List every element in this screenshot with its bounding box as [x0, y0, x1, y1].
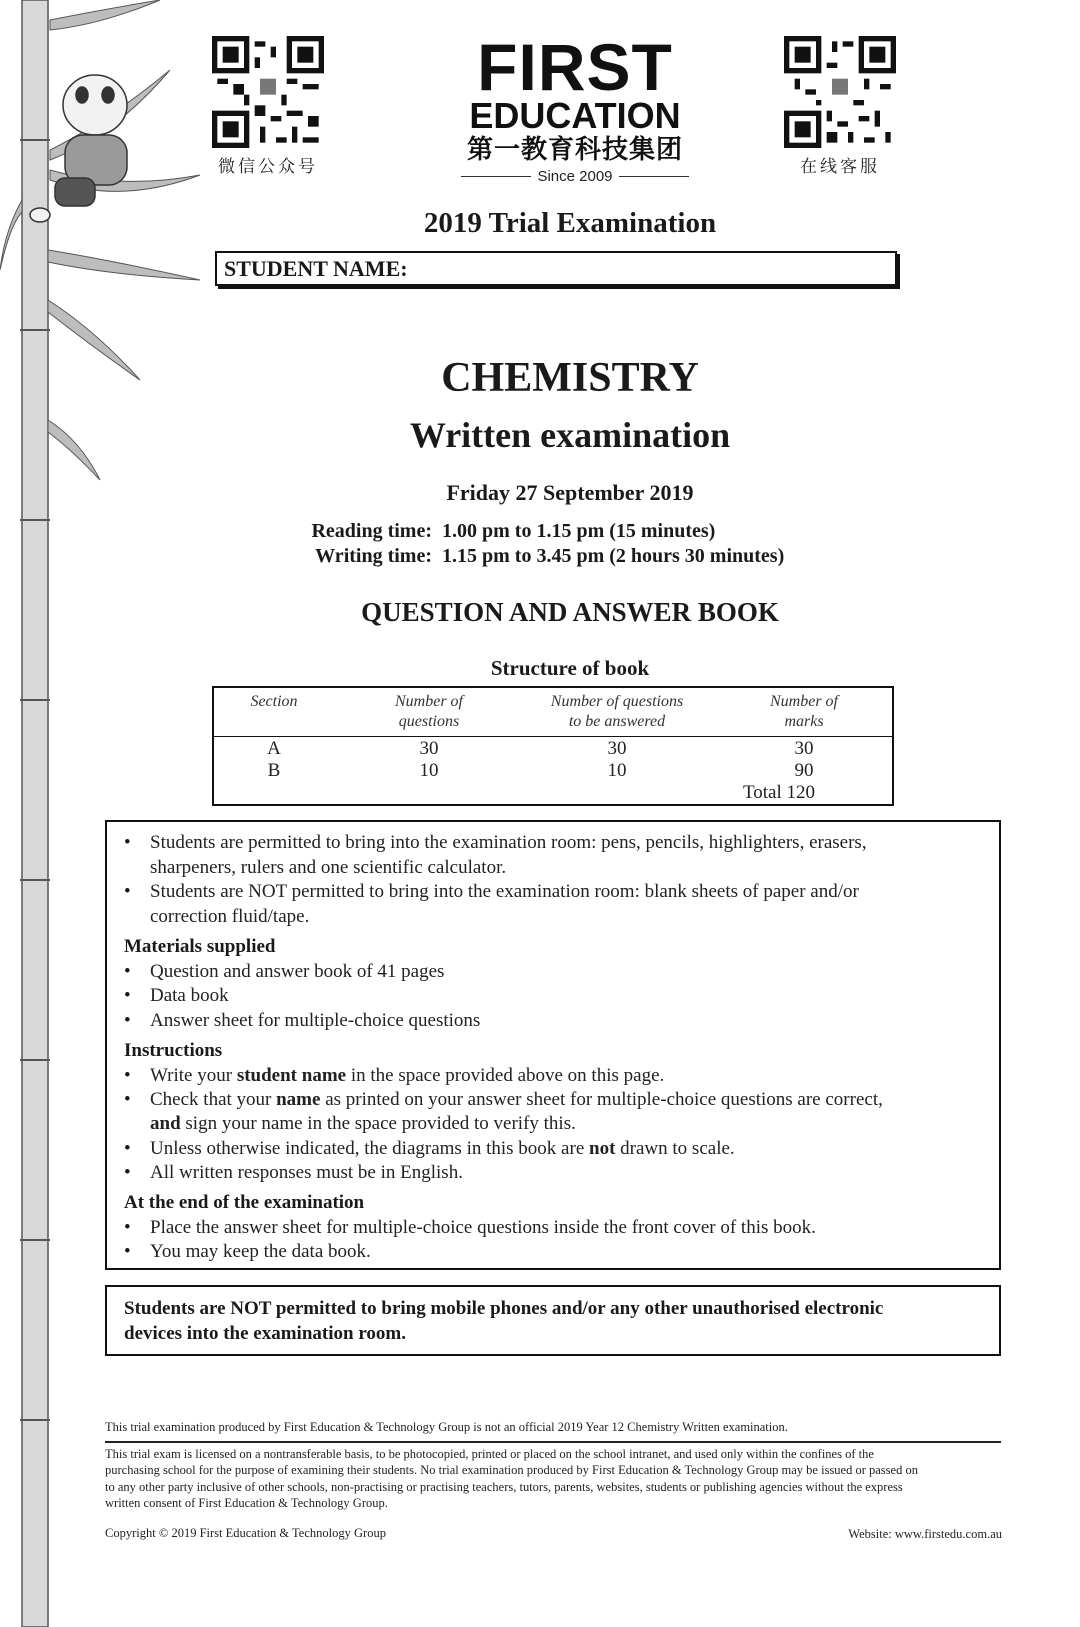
- instruction-1: [150, 1065, 664, 1087]
- header-marks: [749, 692, 859, 732]
- row-b-questions: 10: [419, 760, 439, 781]
- bullet: •: [124, 1162, 131, 1183]
- bullet: •: [124, 1089, 131, 1110]
- footer-disclaimer: This trial examination produced by First Education & Technology Group is not an official 2019 Year 12 Chemistry Written examination.: [105, 1420, 788, 1434]
- structure-table-header: [214, 688, 892, 737]
- instructions-heading: Instructions: [124, 1040, 223, 1061]
- permitted-line-1: Students are permitted to bring into the examination room: pens, pencils, highlighters, erasers,: [150, 832, 867, 853]
- bullet: •: [124, 961, 131, 982]
- bullet: •: [124, 1138, 131, 1159]
- material-item: Answer sheet for multiple-choice questions: [150, 1010, 481, 1031]
- instruction-1-c: in the space provided above on this page.: [346, 1065, 665, 1086]
- instruction-2: [150, 1089, 883, 1111]
- bullet: •: [124, 1241, 131, 1262]
- end-item-1: Place the answer sheet for multiple-choice questions inside the front cover of this book.: [150, 1217, 816, 1238]
- header-to-answer: [532, 692, 702, 732]
- rules-box: [105, 820, 1001, 1270]
- row-a-answered: 30: [607, 738, 627, 759]
- row-b-section: B: [267, 760, 281, 781]
- bullet: •: [124, 985, 131, 1006]
- header-marks-line2: marks: [784, 713, 824, 730]
- student-name-field[interactable]: [215, 251, 897, 286]
- logo-since-text: Since 2009: [537, 168, 613, 185]
- bamboo-illustration: [0, 0, 230, 1627]
- book-title: QUESTION AND ANSWER BOOK: [361, 597, 779, 627]
- instruction-3-bold: not: [589, 1138, 616, 1159]
- instruction-3: [150, 1138, 735, 1160]
- structure-table: [212, 686, 894, 806]
- instruction-2-a: Check that your: [150, 1089, 277, 1110]
- row-b-answered: 10: [607, 760, 627, 781]
- footer-website-link[interactable]: Website: www.firstedu.com.au: [848, 1527, 1002, 1541]
- footer-license-4: written consent of First Education & Technology Group.: [105, 1496, 388, 1510]
- bullet: •: [124, 1010, 131, 1031]
- footer-license-3: to any other party inclusive of other schools, non-practising or practising teachers, tutors, parents, websites, students or publishing agencies without the express: [105, 1480, 903, 1494]
- header-num-questions-line1: Number of: [395, 693, 463, 710]
- footer-divider: [105, 1441, 1001, 1443]
- logo-rule-left: [461, 176, 531, 177]
- warning-box: [105, 1285, 1001, 1356]
- logo-word-education: EDUCATION: [469, 95, 681, 136]
- row-b-marks: 90: [794, 760, 814, 781]
- footer-license-1: This trial exam is licensed on a nontransferable basis, to be photocopied, printed or placed on the school intranet, and used only within the confines of the: [105, 1447, 874, 1461]
- service-qr-block: [784, 36, 896, 177]
- total-marks: Total 120: [742, 782, 816, 803]
- writing-time-label: Writing time:: [315, 545, 432, 567]
- instruction-2-bold: name: [276, 1089, 321, 1110]
- trial-title: 2019 Trial Examination: [423, 207, 717, 239]
- instruction-2-and: and: [150, 1113, 181, 1134]
- instruction-2-c: as printed on your answer sheet for multiple-choice questions are correct,: [320, 1089, 883, 1110]
- bullet: •: [124, 1065, 131, 1086]
- instruction-1-bold: student name: [236, 1065, 347, 1086]
- row-a-section: A: [267, 738, 281, 759]
- not-permitted-line-2: correction fluid/tape.: [150, 906, 310, 927]
- header-section-text: Section: [250, 693, 298, 710]
- wechat-qr-block: [212, 36, 324, 177]
- instruction-3-a: Unless otherwise indicated, the diagrams in this book are: [150, 1138, 590, 1159]
- header-num-questions-line2: questions: [398, 713, 460, 730]
- reading-time-label: Reading time:: [311, 520, 432, 542]
- student-name-label: STUDENT NAME:: [224, 256, 408, 281]
- first-education-logo: [450, 30, 700, 185]
- header-to-answer-line1: Number of questions: [550, 693, 684, 710]
- logo-since: [450, 168, 700, 185]
- service-qr-caption: 在线客服: [800, 157, 880, 177]
- end-heading: At the end of the examination: [124, 1192, 365, 1213]
- warning-line-1: Students are NOT permitted to bring mobile phones and/or any other unauthorised electronic: [124, 1298, 884, 1319]
- instruction-2-cont: [150, 1113, 576, 1135]
- materials-heading: Materials supplied: [124, 936, 276, 957]
- footer-license-2: purchasing school for the purpose of examining their students. No trial examination produced by First Education & Technology Group may be issued or passed on: [105, 1463, 918, 1477]
- bullet: •: [124, 832, 131, 853]
- reading-time-value: 1.00 pm to 1.15 pm (15 minutes): [442, 520, 716, 542]
- instruction-3-c: drawn to scale.: [615, 1138, 735, 1159]
- header-num-questions: [369, 692, 489, 732]
- bullet: •: [124, 1217, 131, 1238]
- end-item-2: You may keep the data book.: [150, 1241, 371, 1262]
- material-item: Question and answer book of 41 pages: [150, 961, 445, 982]
- exam-type: Written examination: [409, 415, 731, 455]
- service-qr-icon[interactable]: [784, 36, 896, 148]
- not-permitted-line-1: Students are NOT permitted to bring into the examination room: blank sheets of paper and/or: [150, 881, 859, 902]
- wechat-qr-caption: 微信公众号: [218, 157, 318, 177]
- instruction-2-e: sign your name in the space provided to verify this.: [180, 1113, 576, 1134]
- footer-copyright: Copyright © 2019 First Education & Technology Group: [105, 1526, 386, 1540]
- instruction-4: All written responses must be in English.: [150, 1162, 463, 1183]
- logo-word-first: FIRST: [477, 30, 673, 104]
- subject-title: CHEMISTRY: [441, 355, 699, 401]
- wechat-qr-icon[interactable]: [212, 36, 324, 148]
- logo-chinese-name: 第一教育科技集团: [466, 135, 683, 165]
- row-a-questions: 30: [419, 738, 439, 759]
- structure-title: Structure of book: [490, 656, 650, 680]
- header-marks-line1: Number of: [770, 693, 838, 710]
- instruction-1-a: Write your: [150, 1065, 237, 1086]
- logo-rule-right: [619, 176, 689, 177]
- exam-date: Friday 27 September 2019: [446, 480, 694, 505]
- row-a-marks: 30: [794, 738, 814, 759]
- header-to-answer-line2: to be answered: [568, 713, 666, 730]
- permitted-line-2: sharpeners, rulers and one scientific calculator.: [150, 857, 507, 878]
- writing-time-value: 1.15 pm to 3.45 pm (2 hours 30 minutes): [442, 545, 785, 567]
- material-item: Data book: [150, 985, 229, 1006]
- header-section: [214, 692, 334, 712]
- bullet: •: [124, 881, 131, 902]
- warning-line-2: devices into the examination room.: [124, 1323, 406, 1344]
